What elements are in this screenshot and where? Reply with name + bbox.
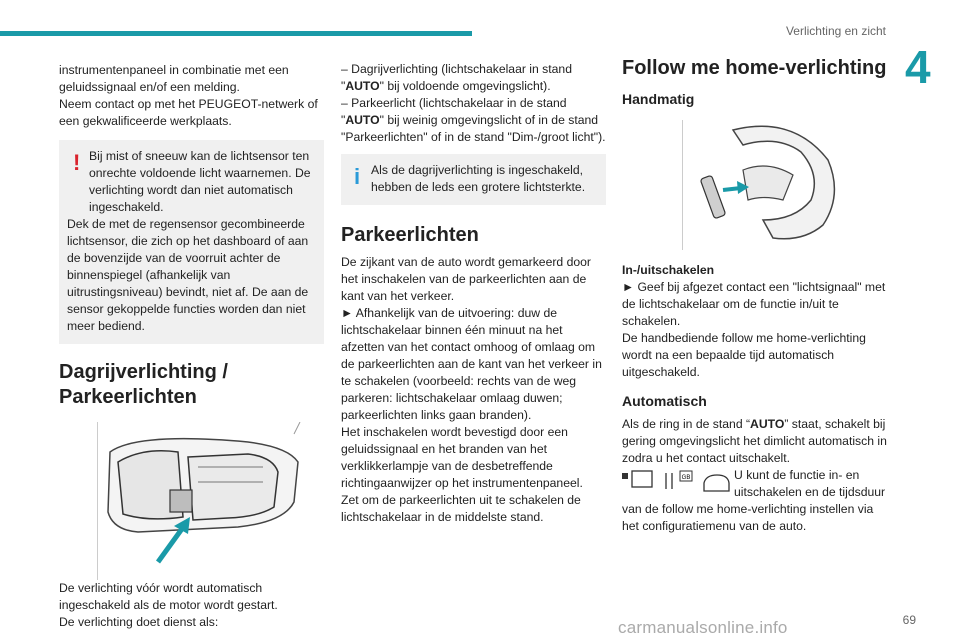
paragraph: ► Geef bij afgezet contact een "lichtsignaal" met de lichtschakelaar om de functie in/uit te schakelen. [622,280,886,328]
page-number: 69 [902,613,916,627]
paragraph: ► Afhankelijk van de uitvoering: duw de lichtschakelaar binnen één minuut na het afzetten van het contact omhoog of omlaag om de parkeerlichten aan de kant van het verkeer in te schakelen (voorbeeld: rechts van de weg parkeren: lichtschakelaar omlaag duwen; parkeerlichten links gaan branden). [341,306,602,422]
headlight-switch-illustration [97,422,326,580]
paragraph: instrumentenpaneel in combinatie met een geluidssignaal en/of een melding. [59,63,289,94]
header-accent-bar [0,31,472,36]
light-switch-icon [98,422,326,580]
paragraph: van de follow me home-verlichting instellen via het configuratiemenu van de auto. [622,502,874,533]
paragraph: Het inschakelen wordt bevestigd door een geluidssignaal en het branden van het verklikkerlampje van de desbetreffende richtingaanwijzer op het instrumentenpaneel. [341,425,583,490]
subheading-handmatig: Handmatig [622,91,695,107]
info-icon: i [354,164,361,189]
list-item: – Dagrijverlichting (lichtschakelaar in stand "AUTO" bij voldoende omgevingslicht). [341,62,572,93]
heading-parkeerlichten: Parkeerlichten [341,224,479,246]
paragraph: U kunt de functie in- en uitschakelen en de tijdsduur [734,468,886,499]
steering-wheel-icon [683,120,843,250]
gb-label: GB [681,475,691,481]
list-item: – Parkeerlicht (lichtschakelaar in de stand "AUTO" bij weinig omgevingslicht of in de stand "Parkeerlichten" of in de stand "Dim-/groot licht"). [341,96,606,144]
steering-wheel-illustration [682,120,843,250]
column-2 [341,61,606,526]
heading-dagrijverlichting: Dagrijverlichting / Parkeerlichten [59,361,228,408]
warning-text: Bij mist of sneeuw kan de lichtsensor ten onrechte voldoende licht waarnemen. De verlichting wordt dan niet automatisch ingeschakeld. [89,149,311,214]
paragraph: Als de ring in de stand “AUTO” staat, schakelt bij gering omgevingslicht het dimlicht automatisch in zodra u het contact uitschakelt. [622,417,887,465]
paragraph: De verlichting vóór wordt automatisch ingeschakeld als de motor wordt gestart. [59,581,278,612]
column-3 [622,56,892,535]
label-in-uitschakelen: In-/uitschakelen [622,263,715,277]
info-text: Als de dagrijverlichting is ingeschakeld, hebben de leds een grotere lichtsterkte. [371,163,586,194]
warning-icon: ! [73,150,81,175]
chapter-number: 4 [905,41,931,93]
paragraph: De handbediende follow me home-verlichting wordt na een bepaalde tijd automatisch uitgeschakeld. [622,331,866,379]
config-icons-row [622,467,892,501]
warning-text: Dek de met de regensensor gecombineerde lichtsensor, die zich op het dashboard of aan de bovenzijde van de voorruit achter de binnenspiegel (afhankelijk van uitrustingsniveau) bevindt, niet af. De aan de sensor gekoppelde functies worden dan niet meer bediend. [67,217,309,333]
paragraph: De zijkant van de auto wordt gemarkeerd door het inschakelen van de parkeerlichten aan de kant van het verkeer. [341,255,591,303]
paragraph: Neem contact op met het PEUGEOT-netwerk of een gekwalificeerde werkplaats. [59,97,318,128]
section-title: Verlichting en zicht [785,24,886,38]
subheading-automatisch: Automatisch [622,393,707,409]
heading-follow-me-home: Follow me home-verlichting [622,57,887,79]
paragraph: De verlichting doet dienst als: [59,615,219,629]
watermark: carmanualsonline.info [618,618,788,637]
column-1 [59,62,324,631]
info-box [341,154,606,205]
paragraph: Zet om de parkeerlichten uit te schakelen de lichtschakelaar in de middelste stand. [341,493,581,524]
warning-box [59,140,324,344]
config-menu-icon [622,469,730,499]
